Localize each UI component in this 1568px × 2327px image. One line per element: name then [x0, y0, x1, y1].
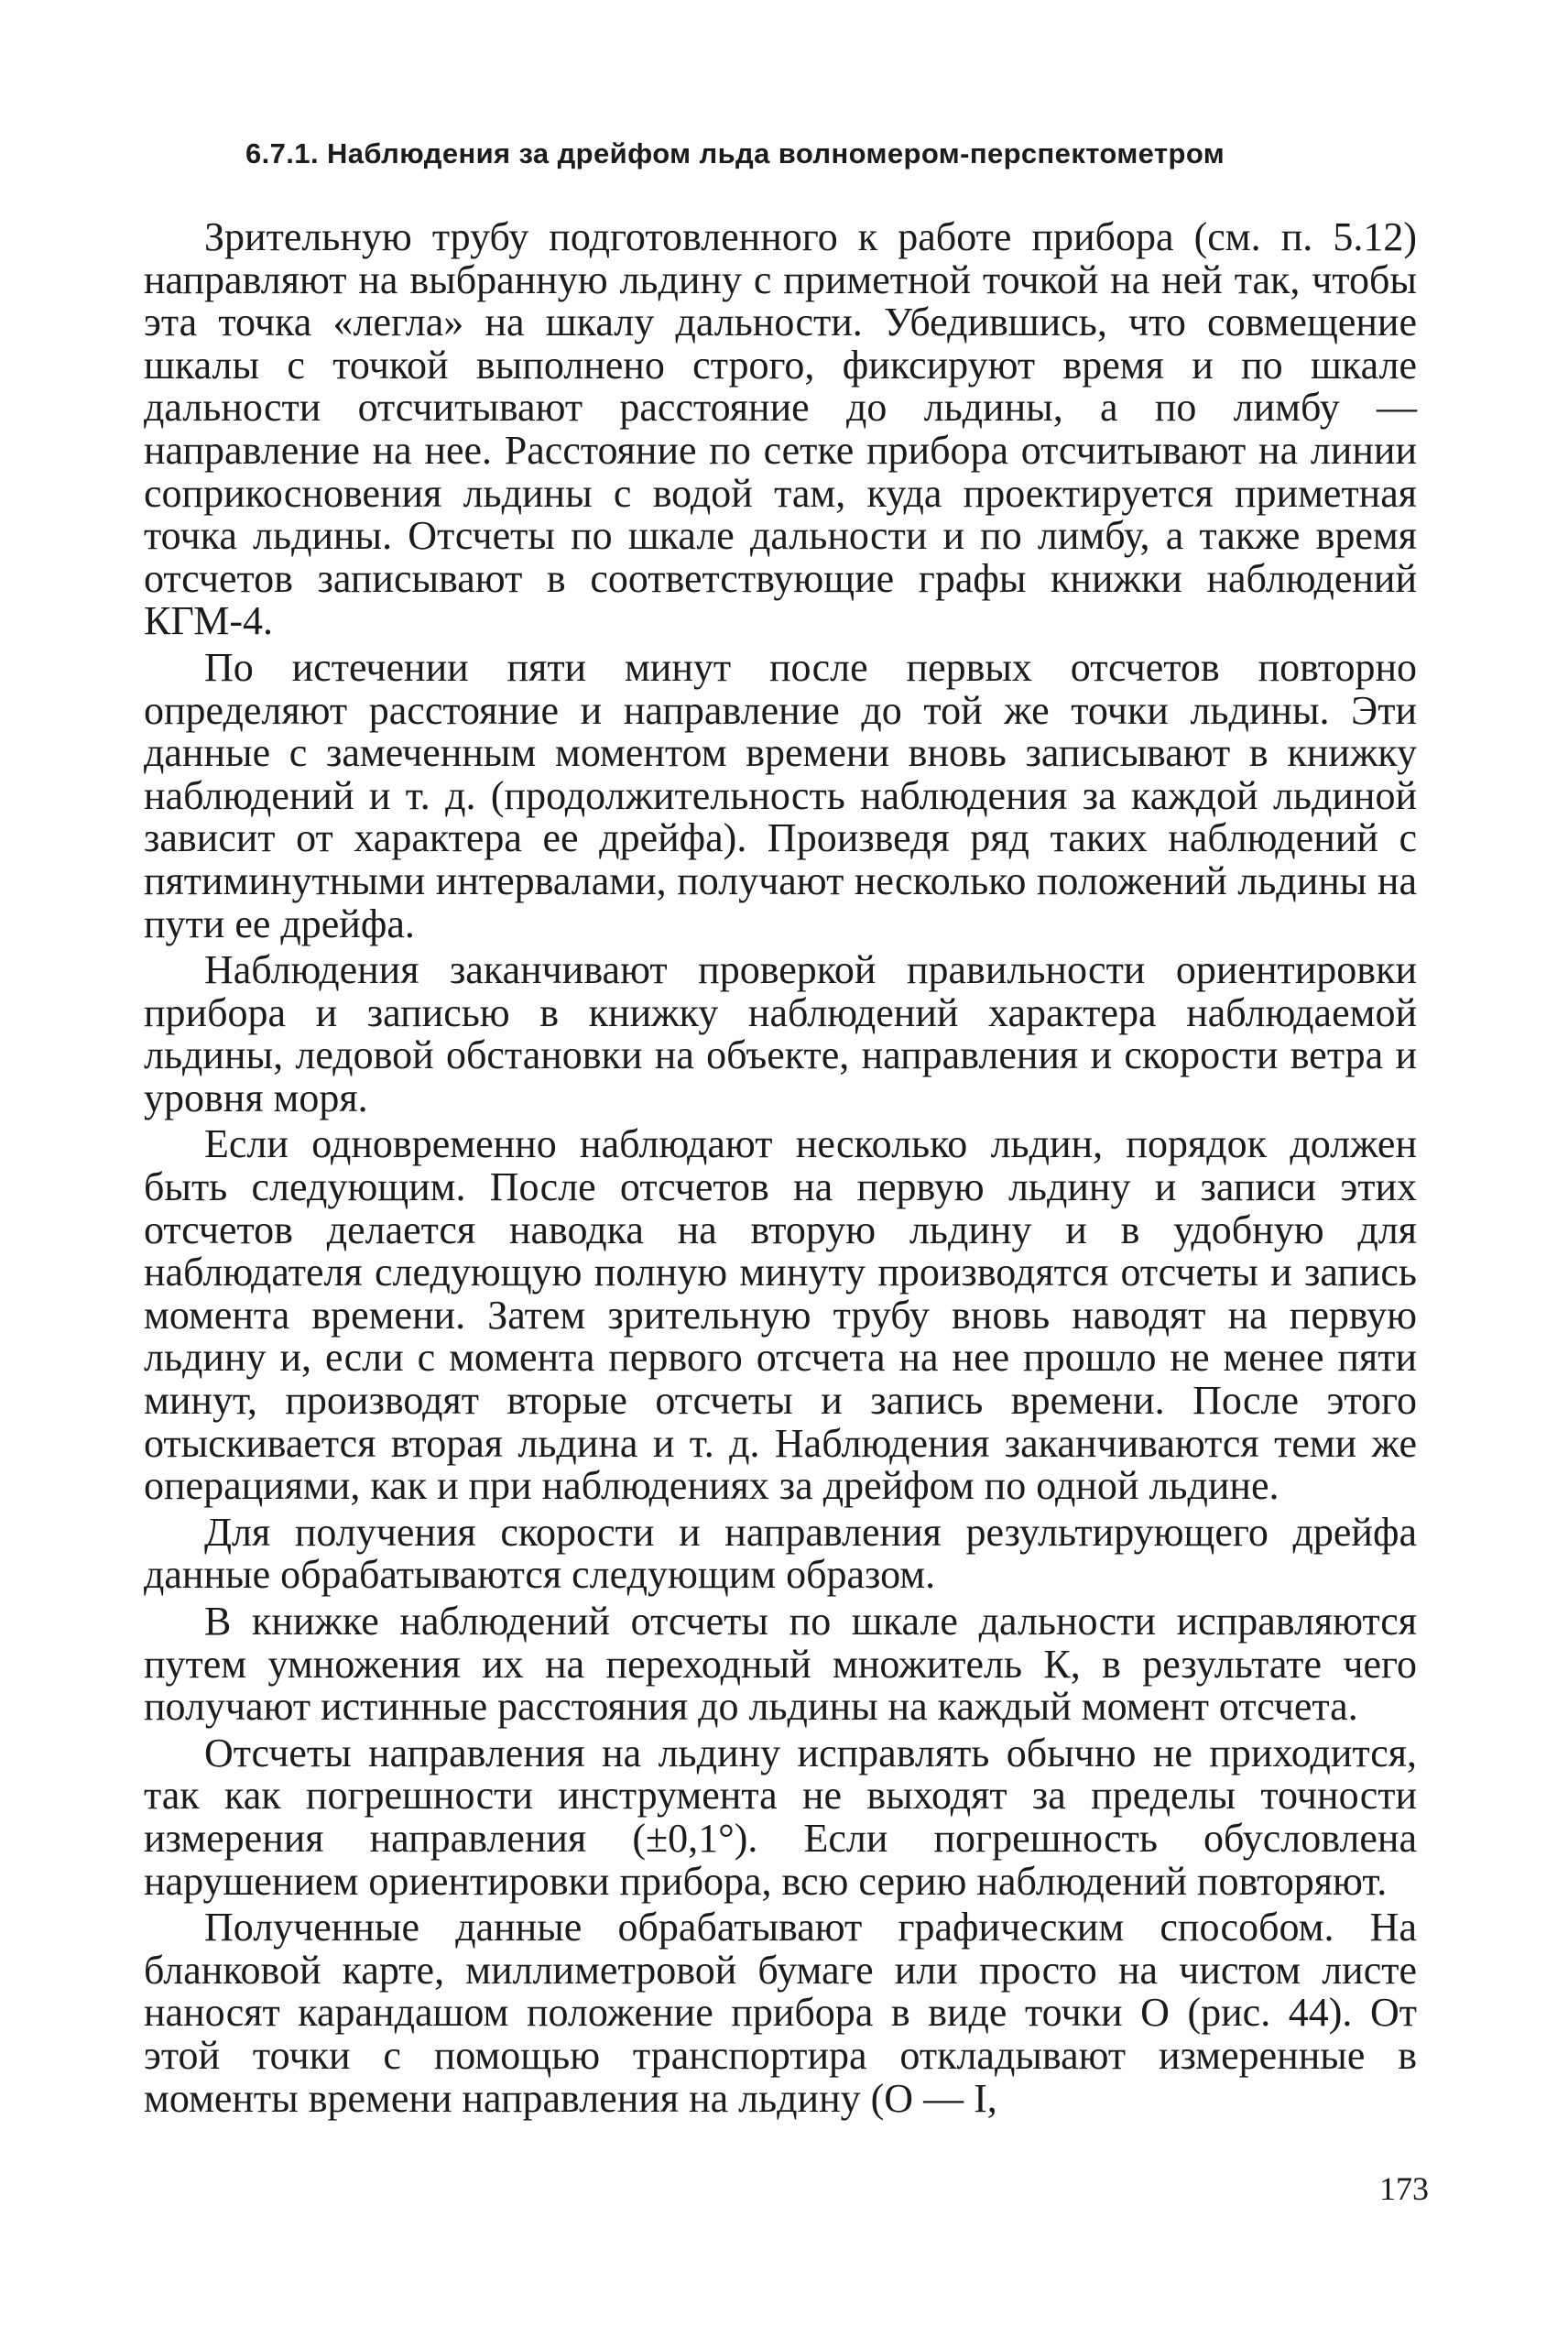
body-text: [144, 216, 1417, 2124]
paragraph-direction-correction: Отсчеты направления на льдину исправлять обычно не приходится, так как погрешности инструмента не выходят за пределы точности измерения направления (±0,1°). Если погрешность обусловлена нарушением ориентировки прибора, всю серию наблюдений повторяют.: [144, 1730, 1417, 1904]
paragraph-processing-intro: Для получения скорости и направления результирующего дрейфа данные обрабатываются следующим образом.: [144, 1509, 1417, 1598]
paragraph-multiple-floes: Если одновременно наблюдают несколько льдин, порядок должен быть следующим. После отсчетов на первую льдину и записи этих отсчетов делается наводка на вторую льдину и в удобную для наблюдателя следующую полную минуту производятся отсчеты и запись момента времени. Затем зрительную трубу вновь наводят на первую льдину и, если с момента первого отсчета на нее прошло не менее пяти минут, производят вторые отсчеты и запись времени. После этого отыскивается вторая льдина и т. д. Наблюдения заканчиваются теми же операциями, как и при наблюдениях за дрейфом по одной льдине.: [144, 1121, 1417, 1509]
paragraph-repeat-measurements: По истечении пяти минут после первых отсчетов повторно определяют расстояние и направление до той же точки льдины. Эти данные с замеченным моментом времени вновь записывают в книжку наблюдений и т. д. (продолжительность наблюдения за каждой льдиной зависит от характера ее дрейфа). Произведя ряд таких наблюдений с пятиминутными интервалами, получают несколько положений льдины на пути ее дрейфа.: [144, 644, 1417, 946]
paragraph-graphical-method: Полученные данные обрабатывают графическим способом. На бланковой карте, миллиметровой бумаге или просто на чистом листе наносят карандашом положение прибора в виде точки О (рис. 44). От этой точки с помощью транспортира откладывают измеренные в моменты времени направления на льдину (О — I,: [144, 1905, 1417, 2121]
page-number: 173: [1379, 2170, 1429, 2207]
section-heading: 6.7.1. Наблюдения за дрейфом льда волномером-перспектометром: [245, 137, 1225, 169]
paragraph-finishing-observations: Наблюдения заканчивают проверкой правильности ориентировки прибора и записью в книжку наблюдений характера наблюдаемой льдины, ледовой обстановки на объекте, направления и скорости ветра и уровня моря.: [144, 947, 1417, 1120]
paragraph-distance-correction: В книжке наблюдений отсчеты по шкале дальности исправляются путем умножения их на переходный множитель К, в результате чего получают истинные расстояния до льдины на каждый момент отсчета.: [144, 1599, 1417, 1730]
paragraph-observation-procedure: Зрительную трубу подготовленного к работе прибора (см. п. 5.12) направляют на выбранную льдину с приметной точкой на ней так, чтобы эта точка «легла» на шкалу дальности. Убедившись, что совмещение шкалы с точкой выполнено строго, фиксируют время и по шкале дальности отсчитывают расстояние до льдины, а по лимбу — направление на нее. Расстояние по сетке прибора отсчитывают на линии соприкосновения льдины с водой там, куда проектируется приметная точка льдины. Отсчеты по шкале дальности и по лимбу, а также время отсчетов записывают в соответствующие графы книжки наблюдений КГМ-4.: [144, 214, 1417, 644]
